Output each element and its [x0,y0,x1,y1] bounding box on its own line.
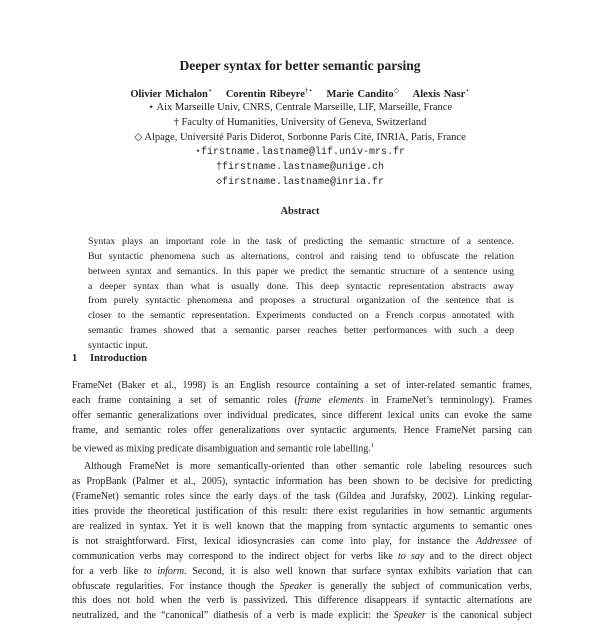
text-span: is not straightforward. First, lexical idiosyncrasies can come into play, for instance the [72,535,477,547]
abstract-line: a deeper syntax than what is usually done. This deep syntactic representation abstracts away [88,280,514,292]
email: †firstname.lastname@unige.ch [215,162,385,173]
section-title: Introduction [90,353,147,364]
author-name: Corentin Ribeyre [225,88,305,100]
text-span: communication verbs may correspond to the indirect object for verbs like [72,550,399,562]
paper-title: Deeper syntax for better semantic parsing [179,58,421,73]
abstract-heading: Abstract [280,206,320,217]
text-span: obfuscate regularities. For instance though the [72,580,280,592]
abstract-line: But syntactic phenomena such as alternations, control and raising tend to obfuscate the relation [88,250,514,262]
introduction-body [72,379,532,624]
author [130,86,213,100]
abstract-line: syntactic input. [88,339,148,351]
author [225,86,313,100]
text-line: offer semantic generalizations over individual predicates, since different lexical units can evoke the same [72,409,532,421]
text-line: FrameNet (Baker et al., 1998) is an English resource containing a set of inter-related semantic frames, [72,380,532,391]
text-span: . Second, it is also well known that surface syntax exhibits variation that can [184,565,532,577]
author-name: Alexis Nasr [412,88,466,100]
text-span: of [516,535,532,547]
emphasis: to inform [143,565,185,577]
text-line: Although FrameNet is more semantically-oriented than other semantic role labeling resources such [84,461,532,473]
text-span: each frame containing a set of semantic roles ( [72,394,298,406]
section-heading [72,353,147,364]
emphasis: Speaker [279,580,312,592]
text-span: is the canonical subject [425,610,532,622]
abstract-line: semantic frames showed that a semantic parser reaches better performances with such a deep [88,325,514,337]
text-line: (FrameNet) semantic roles since the early days of the task (Gildea and Jurafsky, 2002). Linking regular- [72,491,532,503]
text-span: for a verb like [72,565,144,577]
text-line: as PropBank (Palmer et al., 2005), syntactic information has been shown to be decisive for predicting [72,476,532,488]
text-span: is generally the subject of communication verbs, [311,580,532,592]
emphasis: to say [398,550,425,562]
abstract-line: from purely syntactic phenomena and proposes a structural organization of the sentence that is [88,295,514,307]
text-line [72,550,532,565]
text-span: neutralized, and the “canonical” diathesis of a verb is made explicit: the [72,610,394,622]
emphasis: Speaker [393,610,426,622]
text-line: frame, and semantic roles offer generalizations over syntactic arguments. Hence FrameNet parsing can [72,424,532,436]
text-line [72,394,532,409]
author-mark: ◇ [393,86,400,94]
text-line [72,535,532,550]
author [412,86,470,100]
text-line [72,609,532,624]
affiliation: † Faculty of Humanities, University of Geneva, Switzerland [173,117,427,128]
author-mark: †⋆ [304,86,313,94]
author-name: Olivier Michalon [130,88,208,100]
email: ⋆firstname.lastname@lif.univ-mrs.fr [194,147,406,158]
author-mark: ⋆ [207,86,213,94]
footnote-marker[interactable]: 1 [370,441,375,449]
text-line [72,565,532,580]
text-line: this does not hold when the verb is passivized. This difference disappears if syntactic alternations are [72,595,532,607]
author-name: Marie Candito [326,88,394,100]
paragraph [72,379,532,453]
text-line: are realized in syntax. Yet it is well known that the mapping from syntactic arguments to semantic ones [72,521,532,533]
text-line [72,439,532,454]
abstract-line: Syntax plays an important role in the task of predicting the semantic structure of a sentence. [88,236,514,247]
author-list [0,86,600,100]
abstract-body [88,235,514,354]
affiliation: ⋆ Aix Marseille Univ, CNRS, Centrale Marseille, LIF, Marseille, France [147,102,453,113]
section-number: 1 [72,353,78,364]
paragraph [72,460,532,624]
abstract-line: between syntax and semantics. In this paper we predict the semantic structure of a sentence using [88,265,514,277]
affiliation: ◇ Alpage, Université Paris Diderot, Sorbonne Paris Cité, INRIA, Paris, France [134,132,466,143]
emphasis: frame elements [297,394,364,406]
author-mark: ⋆ [465,86,470,94]
text-span: be viewed as mixing predicate disambiguation and semantic role labelling. [72,442,371,454]
author [326,86,400,100]
emphasis: Addressee [476,535,517,547]
text-span: in FrameNet’s terminology). Frames [363,394,532,406]
abstract-line: closer to the semantic representation. Experiments conducted on a French corpus annotated with [88,310,514,322]
email: ◇firstname.lastname@inria.fr [215,177,385,188]
text-line: ities provide the theoretical justification of this result: there exist regularities in how semantic arguments [72,506,532,518]
affiliations-block [0,100,600,190]
text-line [72,580,532,595]
text-span: and to the direct object [424,550,532,562]
